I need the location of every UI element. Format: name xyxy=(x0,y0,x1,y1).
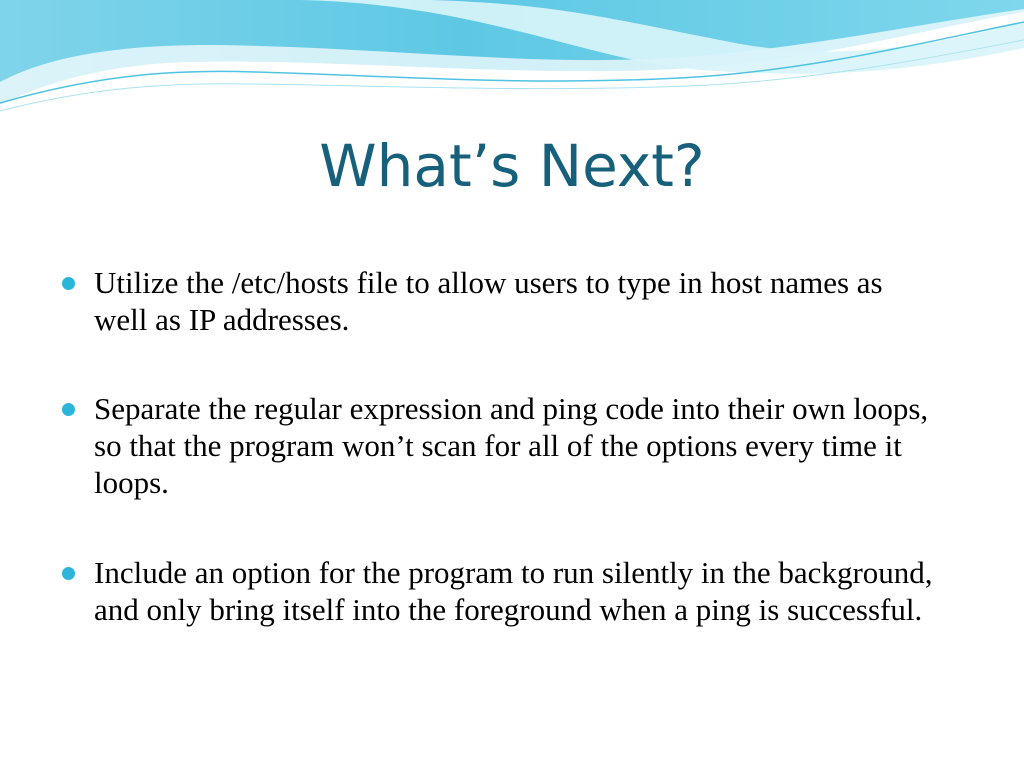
bullet-text: Separate the regular expression and ping code into their own loops, so that the program won’t scan for all of the options every time it loops. xyxy=(94,391,929,500)
bullet-text: Utilize the /etc/hosts file to allow users to type in host names as well as IP addresses. xyxy=(94,265,883,337)
bullet-item xyxy=(58,264,938,338)
slide-title: What’s Next? xyxy=(319,132,705,200)
bullet-point-icon xyxy=(62,277,75,290)
decorative-wave-header xyxy=(0,0,1024,130)
bullet-item xyxy=(58,390,938,501)
bullet-list xyxy=(58,264,938,680)
bullet-point-icon xyxy=(62,567,75,580)
bullet-item xyxy=(58,554,938,628)
bullet-text: Include an option for the program to run silently in the background, and only bring itself into the foreground when a ping is successful. xyxy=(94,555,933,627)
bullet-point-icon xyxy=(62,403,75,416)
